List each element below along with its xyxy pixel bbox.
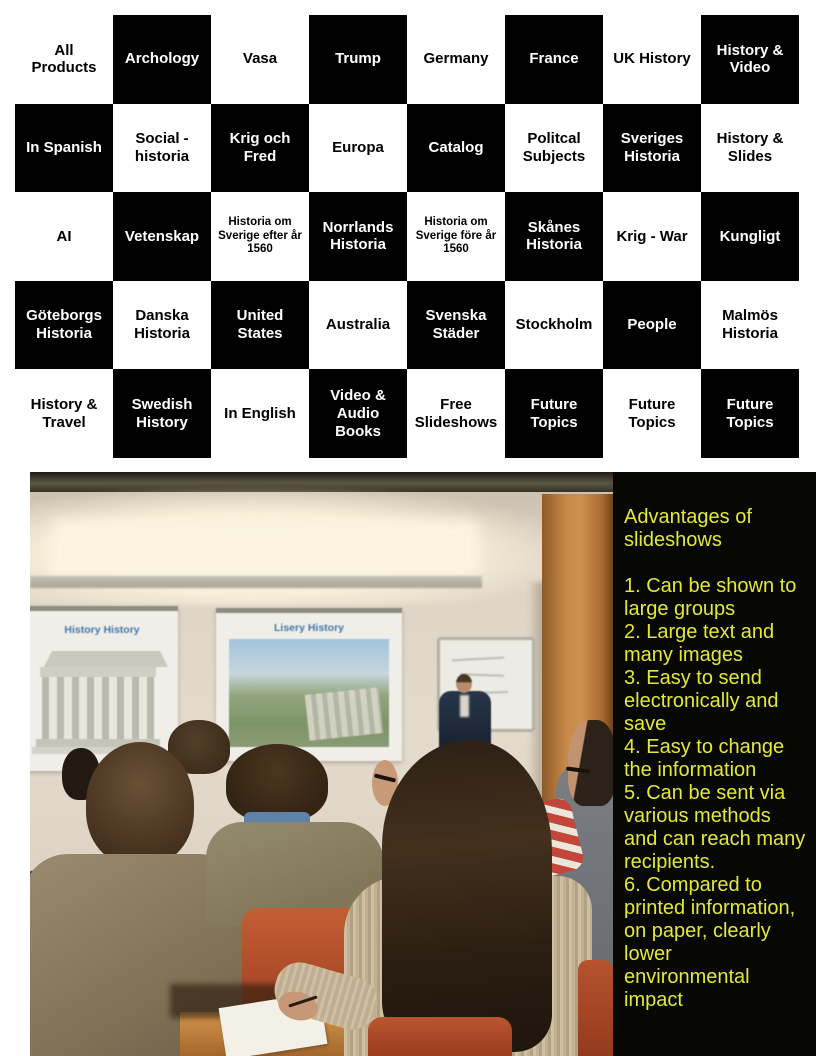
advantages-text: Advantages of slideshows 1. Can be shown to large groups 2. Large text and many images 3. Easy to send electronically and save 4. Easy to change the information 5. Can be sent via various methods and can reach many recipients. 6. Compared to printed information, on paper, clearly lower environmental impact: [624, 506, 806, 1011]
grid-cell[interactable]: [211, 281, 309, 370]
grid-cell[interactable]: [309, 369, 407, 458]
grid-cell[interactable]: [603, 15, 701, 104]
grid-cell[interactable]: [701, 104, 799, 193]
grid-cell-label: Krig och Fred: [229, 130, 291, 165]
grid-cell-label: Historia om Sverige före år 1560: [415, 215, 497, 256]
grid-cell-label: United States: [236, 307, 284, 343]
screen-right-title: Lisery History: [273, 622, 345, 634]
grid-cell-label: AI: [56, 227, 72, 245]
grid-cell[interactable]: [701, 15, 799, 104]
grid-cell[interactable]: [113, 104, 211, 193]
grid-cell[interactable]: [211, 369, 309, 458]
grid-cell-label: Australia: [325, 316, 391, 334]
classroom-photo: [30, 472, 613, 1056]
red-chair-back-right: [578, 960, 613, 1056]
grid-cell[interactable]: [701, 369, 799, 458]
grid-cell[interactable]: [309, 192, 407, 281]
ceiling-rail: [30, 472, 613, 492]
grid-cell-label: Europa: [332, 139, 384, 157]
grid-cell[interactable]: [407, 104, 505, 193]
student-left-hair: [86, 742, 194, 866]
grid-cell[interactable]: [603, 192, 701, 281]
grid-cell-label: Future Topics: [726, 396, 774, 431]
grid-cell-label: Norrlands Historia: [322, 218, 394, 254]
aerial-landscape-image: [229, 639, 389, 747]
grid-cell-label: Future Topics: [530, 396, 578, 431]
grid-cell[interactable]: [505, 192, 603, 281]
grid-cell-label: Skånes Historia: [526, 218, 582, 254]
grid-cell-label: History & Travel: [30, 396, 98, 431]
category-grid: [15, 15, 799, 458]
grid-cell[interactable]: [505, 369, 603, 458]
grid-cell-label: In English: [224, 404, 296, 422]
grid-cell-label: All Products: [31, 41, 97, 77]
grid-cell-label: People: [627, 316, 677, 334]
grid-cell-label: In Spanish: [26, 139, 102, 157]
grid-cell[interactable]: [407, 369, 505, 458]
presenter-shirt: [460, 695, 469, 717]
grid-cell[interactable]: [603, 281, 701, 370]
grid-cell[interactable]: [15, 104, 113, 193]
temple-pediment: [44, 651, 168, 667]
grid-cell[interactable]: [505, 104, 603, 193]
grid-cell[interactable]: [211, 192, 309, 281]
grid-cell-label: Archology: [124, 50, 200, 68]
grid-cell-label: Social - historia: [134, 130, 190, 165]
grid-cell-label: Göteborgs Historia: [26, 307, 102, 343]
grid-cell[interactable]: [113, 281, 211, 370]
grid-cell-label: Sveriges Historia: [620, 130, 684, 165]
grid-cell[interactable]: [701, 281, 799, 370]
grid-cell-label: Swedish History: [131, 396, 193, 431]
grid-cell-label: Vasa: [242, 50, 278, 68]
ceiling-light-band: [50, 520, 480, 578]
grid-cell[interactable]: [603, 369, 701, 458]
grid-cell-label: UK History: [613, 50, 691, 68]
grid-cell[interactable]: [407, 15, 505, 104]
grid-cell-label: France: [529, 50, 579, 68]
grid-cell-label: Vetenskap: [124, 227, 200, 245]
grid-cell-label: Danska Historia: [134, 307, 190, 343]
grid-cell-label: Catalog: [428, 139, 484, 157]
grid-cell[interactable]: [113, 15, 211, 104]
presenter-head: [456, 674, 472, 693]
grid-cell-label: History & Slides: [716, 130, 784, 165]
student-woman-hair: [382, 740, 552, 1052]
student-center-hair: [226, 744, 328, 822]
grid-cell[interactable]: [113, 369, 211, 458]
grid-cell-label: Historia om Sverige efter år 1560: [218, 215, 302, 256]
aerial-temple-ruins: [305, 687, 383, 740]
grid-cell-label: Future Topics: [628, 396, 676, 431]
grid-cell-label: Trump: [335, 50, 381, 68]
grid-cell[interactable]: [603, 104, 701, 193]
grid-cell-label: Free Slideshows: [414, 396, 498, 431]
red-chair-back-front: [368, 1017, 512, 1056]
grid-cell[interactable]: [211, 104, 309, 193]
screen-left-title: History History: [64, 624, 140, 636]
grid-cell[interactable]: [113, 192, 211, 281]
grid-cell[interactable]: [407, 192, 505, 281]
grid-cell[interactable]: [15, 369, 113, 458]
grid-cell[interactable]: [15, 15, 113, 104]
grid-cell[interactable]: [211, 15, 309, 104]
advantages-panel: [613, 472, 816, 1056]
temple-columns: [42, 677, 154, 739]
grid-cell[interactable]: [15, 192, 113, 281]
grid-cell-label: Kungligt: [719, 227, 781, 245]
student-right-head: [568, 720, 613, 806]
grid-cell-label: History & Video: [716, 41, 784, 77]
grid-cell[interactable]: [407, 281, 505, 370]
grid-cell[interactable]: [309, 15, 407, 104]
grid-cell-label: Politcal Subjects: [522, 130, 586, 165]
grid-cell-label: Svenska Städer: [425, 307, 487, 343]
grid-cell-label: Malmös Historia: [722, 307, 778, 343]
projection-screen-right: [216, 608, 402, 761]
grid-cell-label: Stockholm: [515, 316, 593, 334]
grid-cell-label: Video & Audio Books: [330, 387, 386, 440]
grid-cell[interactable]: [309, 281, 407, 370]
grid-cell[interactable]: [15, 281, 113, 370]
whiteboard-writing: [452, 657, 504, 662]
screen-housing-bar: [30, 576, 482, 588]
grid-cell[interactable]: [505, 281, 603, 370]
grid-cell[interactable]: [505, 15, 603, 104]
temple-entablature: [40, 667, 156, 677]
grid-cell[interactable]: [701, 192, 799, 281]
grid-cell-label: Krig - War: [616, 227, 688, 245]
grid-cell[interactable]: [309, 104, 407, 193]
grid-cell-label: Germany: [423, 50, 489, 68]
